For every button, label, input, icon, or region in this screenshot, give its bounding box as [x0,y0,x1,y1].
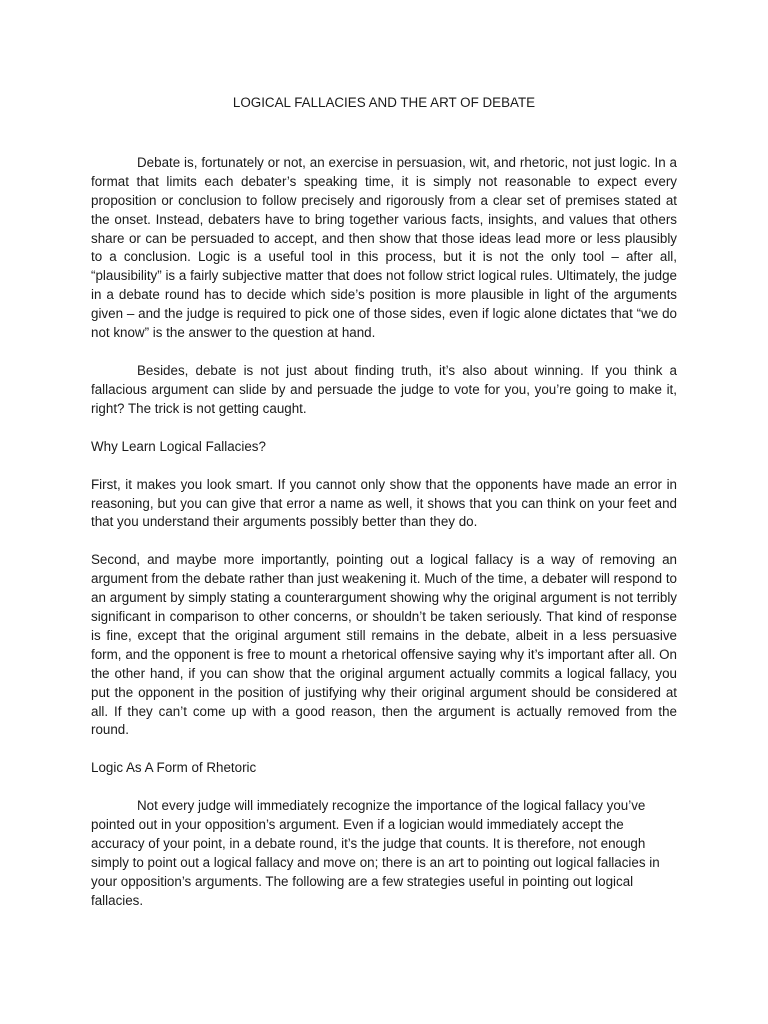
document-body [91,94,677,930]
document-title: LOGICAL FALLACIES AND THE ART OF DEBATE [232,95,536,110]
paragraph-judge-recognition: Not every judge will immediately recognize the importance of the logical fallacy you’ve pointed out in your opposition’s argument. Even if a logician would immediately accept the accuracy of your point, in a debate round, it’s the judge that counts. It is therefore, not enough simply to point out a logical fallacy and move on; there is an art to pointing out logical fallacies in your opposition’s arguments. The following are a few strategies useful in pointing out logical fallacies. [91,798,660,908]
section-heading-why-learn: Why Learn Logical Fallacies? [91,438,266,454]
paragraph-second-reason: Second, and maybe more importantly, pointing out a logical fallacy is a way of removing an argument from the debate rather than just weakening it. Much of the time, a debater will respond to an argument by simply stating a counterargument showing why the original argument is not terribly significant in comparison to other concerns, or shouldn’t be taken seriously. That kind of response is fine, except that the original argument still remains in the debate, albeit in a less persuasive form, and the opponent is free to mount a rhetorical offensive saying why it’s important after all. On the other hand, if you can show that the original argument actually commits a logical fallacy, you put the opponent in the position of justifying why their original argument should be considered at all. If they can’t come up with a good reason, then the argument is actually removed from the round. [91,552,677,738]
paragraph-first-reason: First, it makes you look smart. If you cannot only show that the opponents have made an error in reasoning, but you can give that error a name as well, it shows that you can think on your feet and that you understand their arguments possibly better than they do. [91,476,677,530]
paragraph-intro: Debate is, fortunately or not, an exercise in persuasion, wit, and rhetoric, not just logic. In a format that limits each debater’s speaking time, it is simply not reasonable to expect every proposition or conclusion to follow precisely and rigorously from a clear set of premises stated at the onset. Instead, debaters have to bring together various facts, insights, and values that others share or can be persuaded to accept, and then show that those ideas lead more or less plausibly to a conclusion. Logic is a useful tool in this process, but it is not the only tool – after all, “plausibility” is a fairly subjective matter that does not follow strict logical rules. Ultimately, the judge in a debate round has to decide which side’s position is more plausible in light of the arguments given – and the judge is required to pick one of those sides, even if logic alone dictates that “we do not know” is the answer to the question at hand. [91,154,677,341]
paragraph-winning: Besides, debate is not just about finding truth, it’s also about winning. If you think a fallacious argument can slide by and persuade the judge to vote for you, you’re going to make it, right? The trick is not getting caught. [91,362,677,416]
section-heading-logic-rhetoric: Logic As A Form of Rhetoric [91,760,257,776]
